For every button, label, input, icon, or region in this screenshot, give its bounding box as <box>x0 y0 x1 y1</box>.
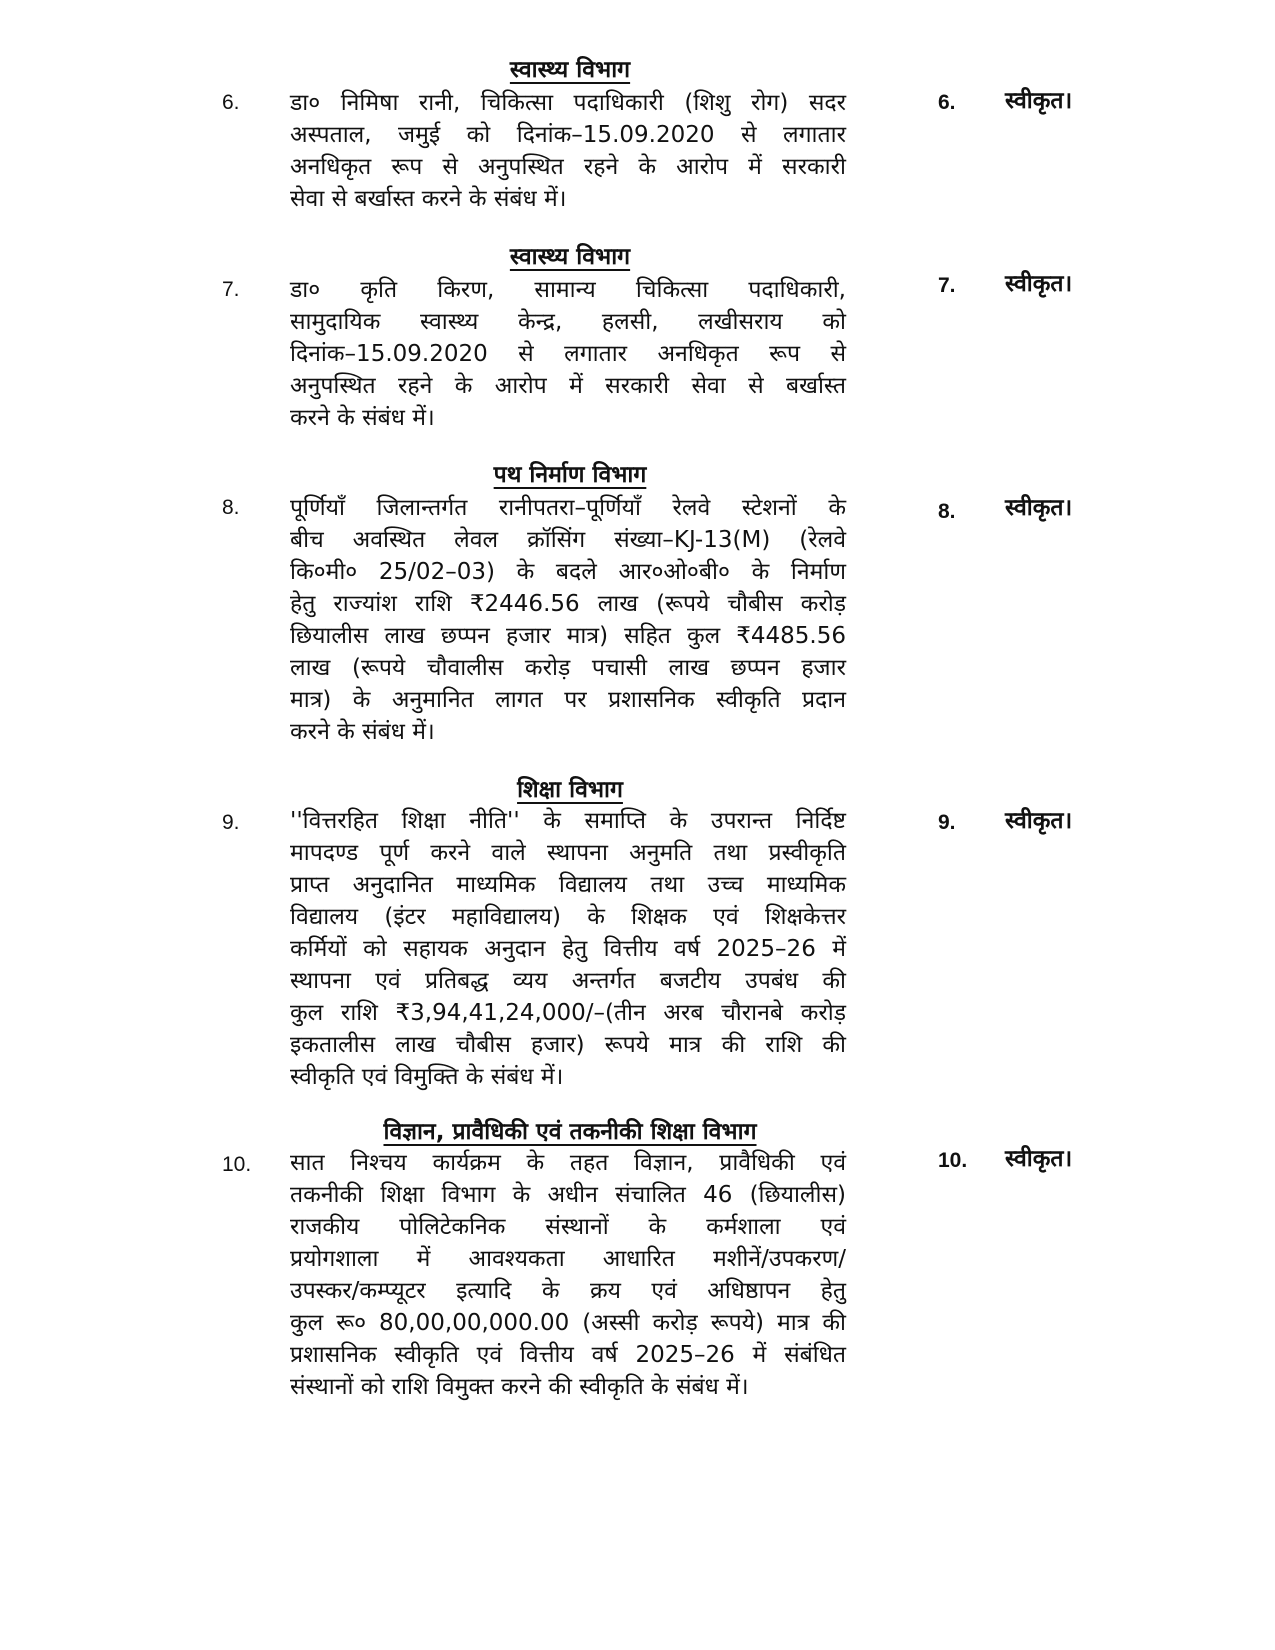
item-text-line: अनुपस्थित रहने के आरोप में सरकारी सेवा से बर्खास्त <box>290 373 846 399</box>
item-text-line: डा० कृति किरण, सामान्य चिकित्सा पदाधिकारी, <box>290 277 846 303</box>
item-text-line: कर्मियों को सहायक अनुदान हेतु वित्तीय वर्ष 2025–26 में <box>290 936 846 962</box>
item-text <box>290 274 846 434</box>
item-text-line: सात निश्चय कार्यक्रम के तहत विज्ञान, प्रावैधिकी एवं <box>290 1150 846 1176</box>
department-heading: पथ निर्माण विभाग <box>493 462 647 488</box>
item-text-line: तकनीकी शिक्षा विभाग के अधीन संचालित 46 (छियालीस) <box>290 1182 846 1208</box>
item-number: 10. <box>222 1153 252 1176</box>
decision-number: 9. <box>938 811 956 834</box>
item-text-line: पूर्णियाँ जिलान्तर्गत रानीपतरा–पूर्णियाँ रेलवे स्टेशनों के <box>290 495 846 521</box>
item-text-line: करने के संबंध में। <box>290 719 435 745</box>
item-text <box>290 492 846 748</box>
department-heading: स्वास्थ्य विभाग <box>509 244 631 270</box>
decision-status: स्वीकृत। <box>1005 808 1073 834</box>
decision-status: स्वीकृत। <box>1005 88 1073 114</box>
item-text-line: छियालीस लाख छप्पन हजार मात्र) सहित कुल ₹4485.56 <box>290 623 846 649</box>
item-text-line: मापदण्ड पूर्ण करने वाले स्थापना अनुमति तथा प्रस्वीकृति <box>290 840 846 866</box>
item-text-line: संस्थानों को राशि विमुक्त करने की स्वीकृति के संबंध में। <box>290 1374 749 1400</box>
item-number: 7. <box>222 278 240 301</box>
item-text <box>290 87 846 215</box>
decision-status: स्वीकृत। <box>1005 495 1073 521</box>
item-text <box>290 1147 846 1403</box>
item-text-line: दिनांक–15.09.2020 से लगातार अनधिकृत रूप से <box>290 341 846 367</box>
item-text-line: बीच अवस्थित लेवल क्रॉसिंग संख्या–KJ-13(M) (रेलवे <box>290 527 846 553</box>
item-text-line: अनधिकृत रूप से अनुपस्थित रहने के आरोप में सरकारी <box>290 154 846 180</box>
department-heading: स्वास्थ्य विभाग <box>509 57 631 83</box>
item-number: 8. <box>222 496 240 519</box>
item-text-line: प्रयोगशाला में आवश्यकता आधारित मशीनें/उपकरण/ <box>290 1246 846 1272</box>
item-text-line: लाख (रूपये चौवालीस करोड़ पचासी लाख छप्पन हजार <box>290 655 846 681</box>
item-text-line: मात्र) के अनुमानित लागत पर प्रशासनिक स्वीकृति प्रदान <box>290 687 846 713</box>
decision-status: स्वीकृत। <box>1005 1146 1073 1172</box>
item-number: 6. <box>222 91 240 114</box>
department-heading: विज्ञान, प्रावैधिकी एवं तकनीकी शिक्षा विभाग <box>383 1119 757 1145</box>
item-text-line: कि०मी० 25/02–03) के बदले आर०ओ०बी० के निर्माण <box>290 559 846 585</box>
item-text-line: स्वीकृति एवं विमुक्ति के संबंध में। <box>290 1064 564 1090</box>
decision-status: स्वीकृत। <box>1005 271 1073 297</box>
item-text-line: हेतु राज्यांश राशि ₹2446.56 लाख (रूपये चौबीस करोड़ <box>290 591 846 617</box>
decision-number: 7. <box>938 274 956 297</box>
item-text-line: प्रशासनिक स्वीकृति एवं वित्तीय वर्ष 2025–26 में संबंधित <box>290 1342 846 1368</box>
item-text-line: ''वित्तरहित शिक्षा नीति'' के समाप्ति के उपरान्त निर्दिष्ट <box>290 808 846 834</box>
item-text-line: कुल राशि ₹3,94,41,24,000/–(तीन अरब चौरानबे करोड़ <box>290 1000 846 1026</box>
item-text-line: सेवा से बर्खास्त करने के संबंध में। <box>290 186 567 212</box>
decision-number: 6. <box>938 91 956 114</box>
department-heading: शिक्षा विभाग <box>517 777 623 803</box>
item-text-line: प्राप्त अनुदानित माध्यमिक विद्यालय तथा उच्च माध्यमिक <box>290 872 846 898</box>
item-text-line: स्थापना एवं प्रतिबद्ध व्यय अन्तर्गत बजटीय उपबंध की <box>290 968 846 994</box>
item-text-line: राजकीय पोलिटेकनिक संस्थानों के कर्मशाला एवं <box>290 1214 846 1240</box>
item-text-line: विद्यालय (इंटर महाविद्यालय) के शिक्षक एवं शिक्षकेत्तर <box>290 904 846 930</box>
item-text-line: कुल रू० 80,00,00,000.00 (अस्सी करोड़ रूपये) मात्र की <box>290 1310 846 1336</box>
item-text-line: अस्पताल, जमुई को दिनांक–15.09.2020 से लगातार <box>290 122 846 148</box>
item-text-line: करने के संबंध में। <box>290 405 435 431</box>
item-text-line: इकतालीस लाख चौबीस हजार) रूपये मात्र की राशि की <box>290 1032 846 1058</box>
item-text-line: सामुदायिक स्वास्थ्य केन्द्र, हलसी, लखीसराय को <box>290 309 846 335</box>
item-text-line: उपस्कर/कम्प्यूटर इत्यादि के क्रय एवं अधिष्ठापन हेतु <box>290 1278 846 1304</box>
item-number: 9. <box>222 811 240 834</box>
item-text <box>290 805 846 1093</box>
decision-number: 10. <box>938 1149 968 1172</box>
item-text-line: डा० निमिषा रानी, चिकित्सा पदाधिकारी (शिशु रोग) सदर <box>290 90 846 116</box>
decision-number: 8. <box>938 500 956 523</box>
